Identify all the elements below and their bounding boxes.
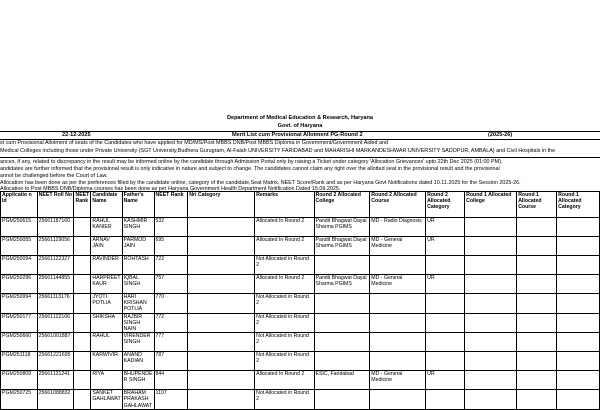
cell: [557, 313, 600, 333]
government-heading: Govt. of Haryana: [277, 123, 323, 129]
cell: Allocated In Round 2: [255, 371, 314, 390]
cell: [188, 275, 255, 294]
cell: [74, 237, 91, 256]
cell: [557, 333, 600, 352]
cell: SHIKSHA: [91, 313, 122, 333]
cell: [370, 352, 426, 371]
cell: PGM250660: [1, 333, 38, 352]
cell: 722: [154, 256, 188, 275]
cell: PGM250615: [1, 218, 38, 237]
cell: MD - General Medicine: [370, 275, 426, 294]
cell: [465, 352, 517, 371]
note-line-1: ances, if any, related to discrepancy in the result may be informed online by the candidate through Admission Portal only by raising a Ticket under category 'Allocation Grievances' upto 22th Dec 2025 (01:00 PM).: [0, 159, 503, 165]
cell: Allocated In Round 2: [255, 237, 314, 256]
table-row: [1, 390, 600, 410]
cell: 25661221695: [37, 352, 74, 371]
cell: [426, 333, 465, 352]
cell: [465, 237, 517, 256]
cell: 25661129056: [37, 237, 74, 256]
cell: [314, 313, 370, 333]
cell: Pandit Bhagwat Dayal Sharma PGIMS: [314, 237, 370, 256]
col-round1-category: Round 1 Allocated Category: [557, 192, 600, 218]
list-session: (2025-26): [488, 132, 513, 138]
cell: [517, 371, 557, 390]
cell: [557, 390, 600, 410]
cell: IQBAL SINGH: [122, 275, 154, 294]
cell: [74, 352, 91, 371]
cell: [370, 390, 426, 410]
cell: [557, 237, 600, 256]
col-fathers-name: Father's Name: [122, 192, 154, 218]
cell: [517, 237, 557, 256]
cell: [426, 313, 465, 333]
cell: HARPREET KAUR: [91, 275, 122, 294]
table-row: [1, 294, 600, 314]
cell: VIRENDER SINGH: [122, 333, 154, 352]
cell: Not Allocated in Round 2: [255, 390, 314, 410]
cell: 695: [154, 237, 188, 256]
note-line-4: Allocation has been done as per the preferences filled by the candidate online, category of the candidate,Seat Matrix, NEET Score/Rank and as per Haryana Govt Notifications dated 10.11.2025 for the Session 2025-26.: [0, 180, 521, 186]
note-line-2: andidates are further informed that the provisional result is only indicative in nature and subject to change. The candidates cannot claim any right over the allotted seat in the provisional result and the provisional: [0, 166, 500, 172]
cell: ESIC, Faridabad: [314, 371, 370, 390]
cell: [557, 371, 600, 390]
col-round1-course: Round 1 Allocated Course: [517, 192, 557, 218]
cell: [557, 275, 600, 294]
intro-line-1: st cum Provisional Allotment of seats of the Candidates who have applied for MD/MS/Post MBBS DNB/Post MBBS Diploma in Government/Government Aided and: [0, 140, 389, 146]
col-remarks: Remarks: [255, 192, 314, 218]
cell: 25661113176: [37, 294, 74, 314]
cell: PGM250177: [1, 313, 38, 333]
col-round2-category: Round 2 Allocated Category: [426, 192, 465, 218]
cell: [465, 313, 517, 333]
cell: PGM251118: [1, 352, 38, 371]
cell: Not Allocated in Round 2: [255, 352, 314, 371]
cell: [74, 390, 91, 410]
cell: [370, 256, 426, 275]
cell: [517, 256, 557, 275]
cell: PGM250055: [1, 237, 38, 256]
cell: UR: [426, 218, 465, 237]
col-neet-rank: NEET Rank: [154, 192, 188, 218]
cell: SANKET GAHLAWAT: [91, 390, 122, 410]
cell: [74, 218, 91, 237]
cell: 25661122166: [37, 313, 74, 333]
cell: [74, 256, 91, 275]
cell: HARI KRISHAN POTLIA: [122, 294, 154, 314]
cell: KARWIVIR: [91, 352, 122, 371]
intro-line-2: Medical Colleges including those under Private University (SGT University,Budhera Gurugram, Al-Falah UNIVERSITY FARIDABAD and MAHARISHI MARKANDESHWAR UNIVERSITY SADOPUR, AMBALA) and Civil Hospitals in the: [0, 148, 556, 154]
cell: [517, 218, 557, 237]
cell: Allocated In Round 2: [255, 275, 314, 294]
table-row: [1, 237, 600, 256]
cell: RAVINDER: [91, 256, 122, 275]
cell: [426, 294, 465, 314]
cell: [314, 333, 370, 352]
col-neet-rank-hidden: NEET Rank: [74, 192, 91, 218]
cell: ANAND KADIAN: [122, 352, 154, 371]
cell: [188, 333, 255, 352]
allotment-table: [0, 191, 600, 410]
cell: Pandit Bhagwat Dayal Sharma PGIMS: [314, 218, 370, 237]
cell: [188, 237, 255, 256]
cell: PARMOD JAIN: [122, 237, 154, 256]
cell: 25661187160: [37, 218, 74, 237]
cell: [465, 390, 517, 410]
cell: 787: [154, 352, 188, 371]
cell: [370, 333, 426, 352]
cell: JYOTI POTLIA: [91, 294, 122, 314]
cell: BRAHAM PRAKASH GAHLAWAT: [123, 390, 153, 409]
cell: [188, 390, 255, 410]
cell: [74, 294, 91, 314]
cell: PGM250725: [1, 390, 38, 410]
cell: MD - General Medicine: [370, 371, 426, 390]
cell: 25661122327: [37, 256, 74, 275]
table-row: [1, 313, 600, 333]
list-title: Merit List cum Provisional Allotment PG-Round 2: [232, 132, 363, 138]
divider-intro: [0, 157, 600, 158]
table-row: [1, 371, 600, 390]
cell: ARNAV JAIN: [91, 237, 122, 256]
cell: [426, 256, 465, 275]
col-round2-college: Round 2 Allocated College: [314, 192, 370, 218]
cell: [426, 352, 465, 371]
cell: [517, 333, 557, 352]
cell: [465, 371, 517, 390]
note-line-5: Allocation to Post MBBS DNB/Diploma courses has been done as per Haryana Government Health Department Notification Dated 15.09.2025.: [0, 186, 341, 192]
cell: MD - Radio Diagnosis: [370, 218, 426, 237]
cell: [314, 352, 370, 371]
table-row: [1, 256, 600, 275]
col-nri-category: Nri Category: [188, 192, 255, 218]
cell: Allocated In Round 2: [255, 218, 314, 237]
cell: 757: [154, 275, 188, 294]
cell: [188, 256, 255, 275]
cell: RIYA: [91, 371, 122, 390]
cell: 770: [154, 294, 188, 314]
cell: [517, 352, 557, 371]
cell: [465, 275, 517, 294]
cell: [188, 352, 255, 371]
cell: [517, 275, 557, 294]
cell: 1107: [154, 390, 188, 410]
table-row: [1, 275, 600, 294]
cell: PGM250809: [1, 371, 38, 390]
cell: [517, 313, 557, 333]
cell: [517, 294, 557, 314]
cell: 532: [154, 218, 188, 237]
cell: [188, 294, 255, 314]
cell: [465, 218, 517, 237]
table-row: [1, 352, 600, 371]
cell: [314, 390, 370, 410]
cell: UR: [426, 275, 465, 294]
col-round1-college: Round 1 Allocated College: [465, 192, 517, 218]
cell: Not Allocated in Round 2: [255, 313, 314, 333]
cell: 25661144855: [37, 275, 74, 294]
cell: 777: [154, 333, 188, 352]
table-header-row: [1, 192, 600, 218]
cell: Not Allocated in Round 2: [255, 333, 314, 352]
note-line-3: annot be challenged before the Court of Law.: [0, 173, 108, 179]
cell: UR: [426, 237, 465, 256]
cell: Not Allocated in Round 2: [255, 294, 314, 314]
cell: Not Allocated in Round 2: [255, 256, 314, 275]
cell: RAJBIR SINGH NAIN: [122, 313, 154, 333]
cell: [314, 256, 370, 275]
cell: KASHMIR SINGH: [122, 218, 154, 237]
cell: RAHUL KANIER: [91, 218, 122, 237]
col-neet-roll-no: NEET Roll No: [37, 192, 74, 218]
cell: [465, 333, 517, 352]
cell: BHUPENDE R SINGH: [122, 371, 154, 390]
cell: 25661088832: [37, 390, 74, 410]
cell: [426, 390, 465, 410]
cell: [557, 352, 600, 371]
cell: PGM250296: [1, 275, 38, 294]
cell: UR: [426, 371, 465, 390]
table-row: [1, 333, 600, 352]
cell: [74, 313, 91, 333]
cell: [557, 294, 600, 314]
cell: [465, 294, 517, 314]
cell: [74, 275, 91, 294]
table-row: [1, 218, 600, 237]
cell: [188, 371, 255, 390]
cell: ROHTASH: [122, 256, 154, 275]
cell: [557, 218, 600, 237]
col-round2-course: Round 2 Allocated Course: [370, 192, 426, 218]
cell: [74, 333, 91, 352]
cell: Pandit Bhagwat Dayal Sharma PGIMS: [314, 275, 370, 294]
cell: RAHUL: [91, 333, 122, 352]
cell: [74, 371, 91, 390]
col-candidate-name: Candidate Name: [91, 192, 122, 218]
cell: PGM250994: [1, 294, 38, 314]
cell: [557, 256, 600, 275]
cell: 25661001887: [37, 333, 74, 352]
cell: [370, 294, 426, 314]
cell: [188, 313, 255, 333]
cell: 844: [154, 371, 188, 390]
cell: [188, 218, 255, 237]
cell: PGM250094: [1, 256, 38, 275]
cell: 25661131241: [37, 371, 74, 390]
cell: 772: [154, 313, 188, 333]
cell: [314, 294, 370, 314]
cell: [465, 256, 517, 275]
list-date: 22-12-2025: [62, 132, 91, 138]
department-heading: Department of Medical Education & Research, Haryana: [226, 115, 374, 121]
col-application-id: Applicatio n Id: [1, 192, 38, 218]
cell: [370, 313, 426, 333]
cell: [517, 390, 557, 410]
cell: MD - General Medicine: [370, 237, 426, 256]
